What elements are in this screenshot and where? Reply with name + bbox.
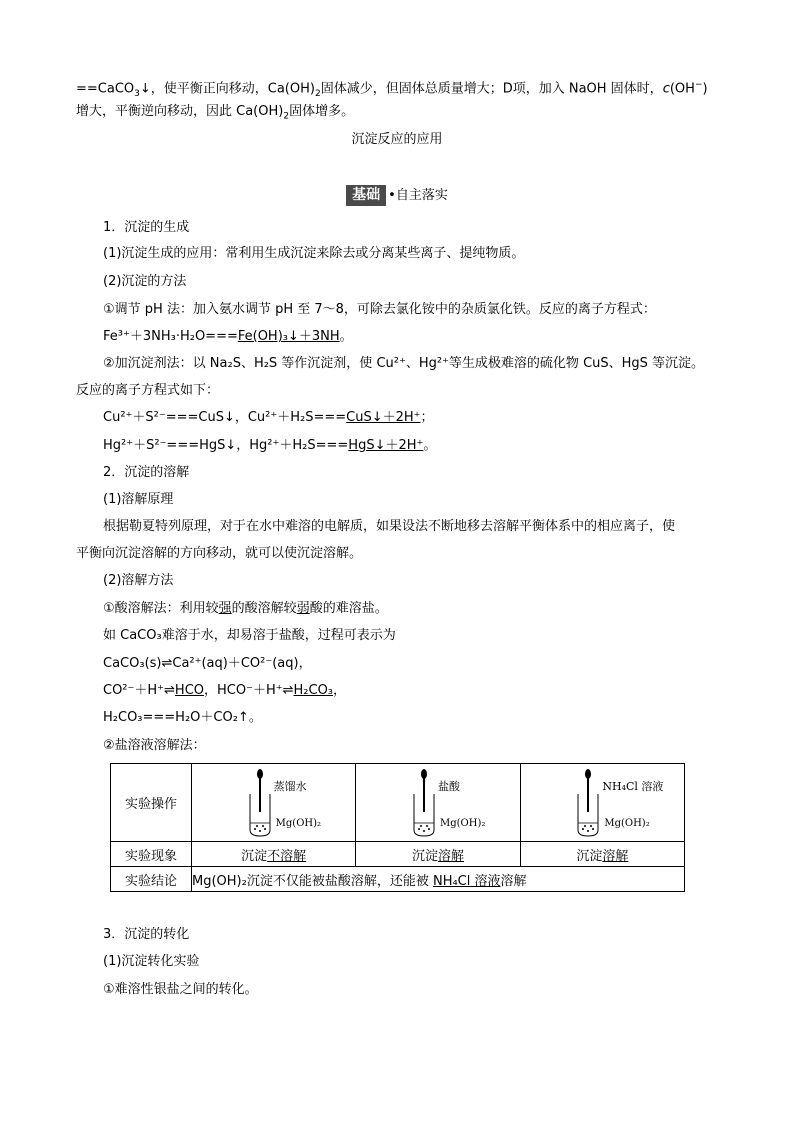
s2-eq3: H₂CO₃===H₂O＋CO₂↑。	[103, 710, 262, 725]
s1-eq3: Hg²⁺＋S²⁻===HgS↓，Hg²⁺＋H₂S===HgS↓＋2H⁺。	[103, 438, 437, 453]
s2-p7: ②盐溶液溶解法：	[103, 738, 206, 753]
s2-p2: 根据勒夏特列原理，对于在水中难溶的电解质，如果设法不断地移去溶解平衡体系中的相应离子，使	[103, 519, 676, 534]
row-head-operation: 实验操作	[111, 764, 192, 842]
solid-label: Mg(OH)₂	[439, 817, 486, 829]
s2-p5: ①酸溶解法：利用较强的酸溶解较弱酸的难溶盐。	[103, 601, 388, 616]
table-row	[111, 867, 685, 892]
reagent-label: NH₄Cl 溶液	[602, 779, 664, 793]
fig-cell-1	[192, 764, 356, 842]
s2-eq2: CO²⁻＋H⁺⇌HCO，HCO⁻＋H⁺⇌H₂CO₃，	[103, 683, 347, 698]
s1-title: 1．沉淀的生成	[103, 220, 190, 235]
fig-cell-3	[520, 764, 684, 842]
s1-p2: (2)沉淀的方法	[103, 274, 187, 289]
section-title: 沉淀反应的应用	[351, 132, 443, 147]
continuation-line-1: ==CaCO$_3$↓，使平衡正向移动，$Ca(OH)_2$固体减少，但固体总质量增大；D项，加入 NaOH 固体时，c(OH−)	[76, 80, 708, 99]
badge-main: 基础	[346, 185, 386, 206]
s3-p2: ①难溶性银盐之间的转化。	[103, 982, 258, 997]
table-row	[111, 842, 685, 867]
obs-cell-1: 沉淀不溶解	[192, 842, 356, 867]
s2-eq1: CaCO₃(s)⇌Ca²⁺(aq)＋CO²⁻(aq)，	[103, 656, 312, 671]
badge-sub: •自主落实	[388, 188, 448, 203]
test-tube-dropper-icon	[244, 768, 274, 838]
fig-cell-2	[356, 764, 520, 842]
row-head-phenomenon: 实验现象	[111, 842, 192, 867]
s1-eq2: Cu²⁺＋S²⁻===CuS↓，Cu²⁺＋H₂S===CuS↓＋2H⁺；	[103, 410, 434, 425]
test-tube-figure	[204, 768, 344, 838]
s1-p3: ①调节 pH 法：加入氨水调节 pH 至 7～8，可除去氯化铵中的杂质氯化铁。反应的离子方程式：	[103, 302, 656, 317]
table-row	[111, 764, 685, 842]
reagent-label: 盐酸	[437, 779, 460, 793]
solid-label: Mg(OH)₂	[604, 817, 650, 829]
s3-title: 3．沉淀的转化	[103, 927, 190, 942]
s3-p1: (1)沉淀转化实验	[103, 954, 200, 969]
conclusion-cell: Mg(OH)₂沉淀不仅能被盐酸溶解，还能被 NH₄Cl 溶液溶解	[192, 867, 685, 892]
experiment-table	[110, 763, 685, 892]
s2-p6: 如 CaCO₃难溶于水，却易溶于盐酸，过程可表示为	[103, 628, 396, 643]
s2-p1: (1)溶解原理	[103, 492, 174, 507]
test-tube-figure	[532, 768, 672, 838]
reagent-label: 蒸馏水	[273, 779, 307, 793]
s1-p1: (1)沉淀生成的应用：常利用生成沉淀来除去或分离某些离子、提纯物质。	[103, 246, 525, 261]
section-badge	[0, 184, 794, 206]
test-tube-dropper-icon	[408, 768, 438, 838]
row-head-conclusion: 实验结论	[111, 867, 192, 892]
continuation-line-2: 增大，平衡逆向移动，因此 $Ca(OH)_2$固体增多。	[76, 104, 355, 122]
s1-p5: 反应的离子方程式如下：	[76, 383, 220, 398]
s1-eq1: Fe³⁺＋3NH₃·H₂O===Fe(OH)₃↓＋3NH。	[103, 329, 353, 344]
test-tube-dropper-icon	[572, 768, 602, 838]
s2-title: 2．沉淀的溶解	[103, 465, 190, 480]
obs-cell-2: 沉淀溶解	[356, 842, 520, 867]
solid-label: Mg(OH)₂	[275, 817, 322, 829]
test-tube-figure	[368, 768, 508, 838]
s2-p3: 平衡向沉淀溶解的方向移动，就可以使沉淀溶解。	[76, 546, 363, 561]
s2-p4: (2)溶解方法	[103, 573, 174, 588]
obs-cell-3: 沉淀溶解	[520, 842, 684, 867]
s1-p4: ②加沉淀剂法：以 Na₂S、H₂S 等作沉淀剂，使 Cu²⁺、Hg²⁺等生成极难溶的硫化物 CuS、HgS 等沉淀。	[103, 356, 705, 371]
